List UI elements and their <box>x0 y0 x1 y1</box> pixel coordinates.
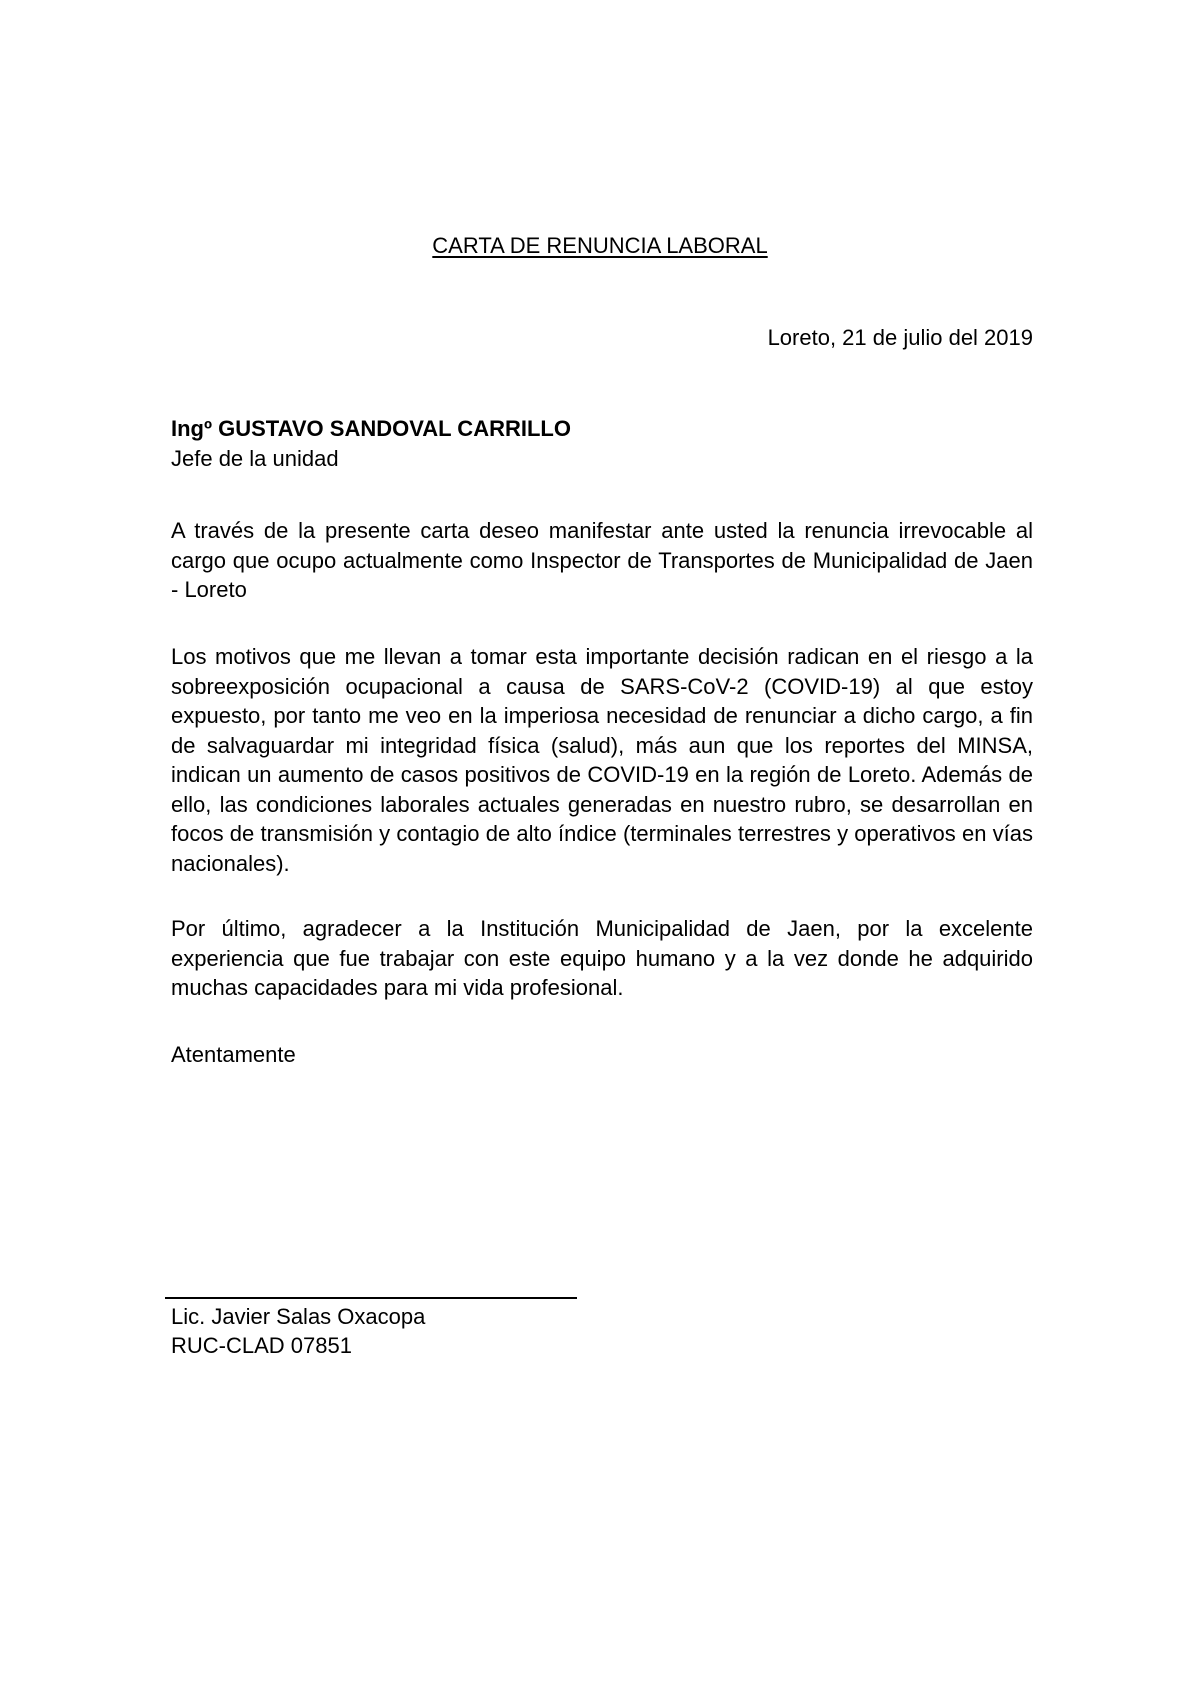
signer-name: Lic. Javier Salas Oxacopa <box>171 1304 426 1329</box>
closing-text: Atentamente <box>171 1042 296 1067</box>
recipient-name: Ingº GUSTAVO SANDOVAL CARRILLO <box>171 416 571 441</box>
signer-id: RUC-CLAD 07851 <box>171 1333 352 1358</box>
paragraph-thanks: Por último, agradecer a la Institución Municipalidad de Jaen, por la excelente experiencia que fue trabajar con este equipo humano y a la vez donde he adquirido muchas capacidades para mi vida profesional. <box>171 916 1033 1000</box>
signature-line <box>165 1297 577 1299</box>
letter-date: Loreto, 21 de julio del 2019 <box>767 325 1033 350</box>
recipient-role: Jefe de la unidad <box>171 446 339 471</box>
paragraph-intro: A través de la presente carta deseo manifestar ante usted la renuncia irrevocable al cargo que ocupo actualmente como Inspector de Transportes de Municipalidad de Jaen - Loreto <box>171 518 1033 602</box>
letter-title: CARTA DE RENUNCIA LABORAL <box>432 233 768 258</box>
paragraph-reasons: Los motivos que me llevan a tomar esta importante decisión radican en el riesgo a la sobreexposición ocupacional a causa de SARS-CoV-2 (COVID-19) al que estoy expuesto, por tanto me veo en la imperiosa necesidad de renunciar a dicho cargo, a fin de salvaguardar mi integridad física (salud), más aun que los reportes del MINSA, indican un aumento de casos positivos de COVID-19 en la región de Loreto. Además de ello, las condiciones laborales actuales generadas en nuestro rubro, se desarrollan en focos de transmisión y contagio de alto índice (terminales terrestres y operativos en vías nacionales). <box>171 644 1033 876</box>
